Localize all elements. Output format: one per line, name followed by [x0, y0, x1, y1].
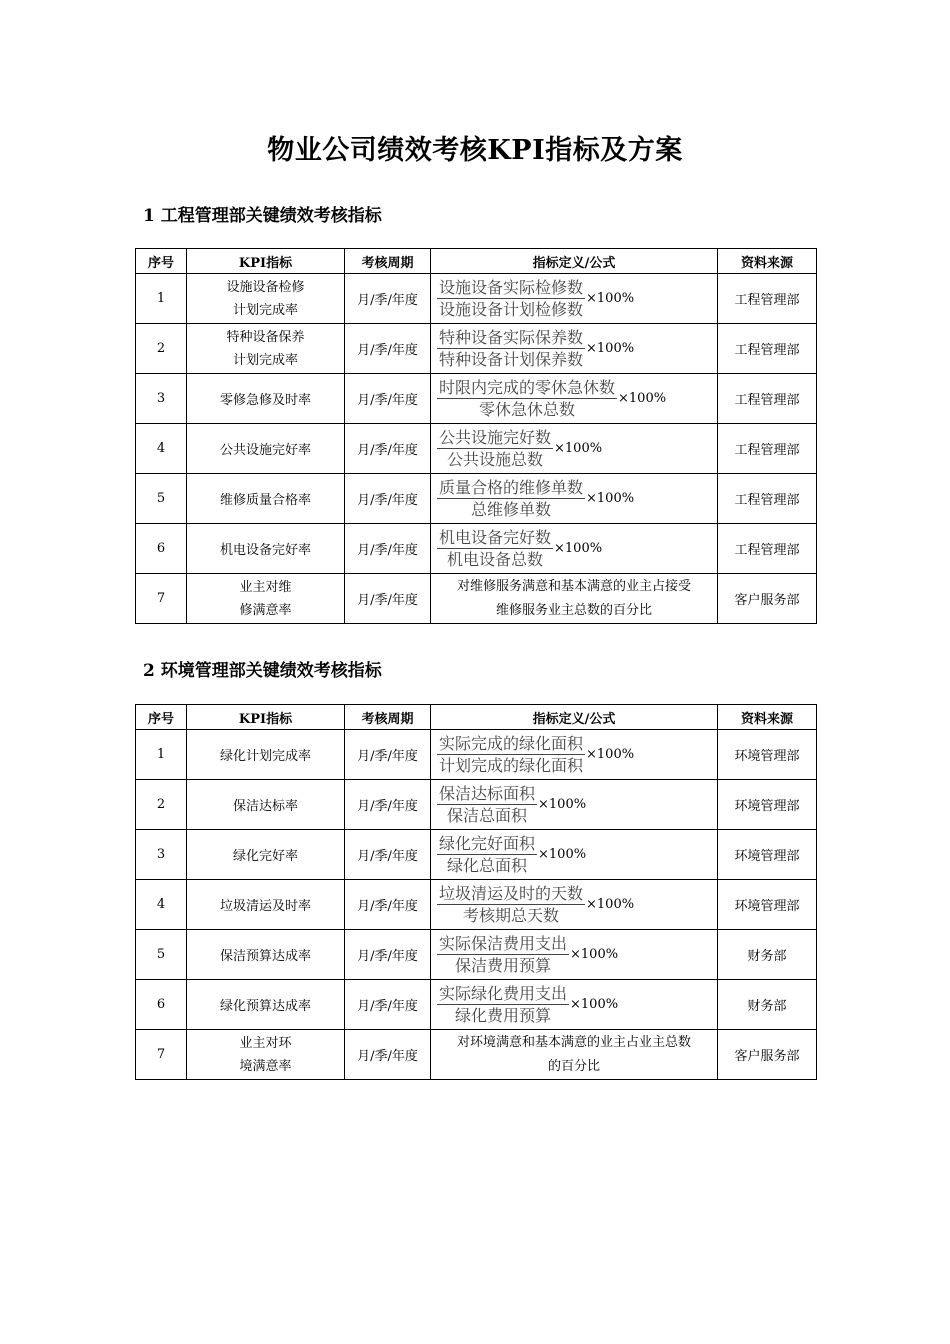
formula: [431, 930, 718, 980]
source: 工程管理部: [718, 474, 817, 524]
formula: [431, 880, 718, 930]
denominator: 考核期总天数: [463, 905, 560, 925]
period: 月/季/年度: [345, 324, 431, 374]
table-row: [136, 980, 817, 1030]
kpi-name: 维修质量合格率: [187, 474, 345, 524]
numerator: 实际完成的绿化面积: [439, 733, 584, 753]
kpi-name: 绿化计划完成率: [187, 730, 345, 780]
denominator: 保洁总面积: [447, 805, 528, 825]
table-row: [136, 780, 817, 830]
numerator: 时限内完成的零休急休数: [439, 377, 616, 397]
source: 工程管理部: [718, 374, 817, 424]
header-source: 资料来源: [718, 249, 817, 274]
definition: [431, 574, 718, 624]
source: 环境管理部: [718, 780, 817, 830]
period: 月/季/年度: [345, 780, 431, 830]
table-row: [136, 424, 817, 474]
table-row: [136, 1030, 817, 1080]
fraction: [437, 428, 553, 470]
formula: [431, 524, 718, 574]
denominator: 机电设备总数: [447, 549, 544, 569]
row-no: 7: [136, 1030, 187, 1080]
numerator: 设施设备实际检修数: [439, 277, 584, 297]
table-header-row: [136, 705, 817, 730]
formula: [431, 980, 718, 1030]
formula: [431, 474, 718, 524]
kpi-name: 公共设施完好率: [187, 424, 345, 474]
header-no: 序号: [136, 249, 187, 274]
fraction: [437, 834, 537, 876]
table-row: [136, 524, 817, 574]
table-row: [136, 930, 817, 980]
table-row: [136, 830, 817, 880]
period: 月/季/年度: [345, 374, 431, 424]
kpi-name-line: 修满意率: [239, 602, 292, 618]
multiplier: ×100%: [538, 797, 587, 812]
period: 月/季/年度: [345, 524, 431, 574]
source: 环境管理部: [718, 880, 817, 930]
kpi-name: 机电设备完好率: [187, 524, 345, 574]
row-no: 4: [136, 880, 187, 930]
kpi-name: [187, 574, 345, 624]
source: 客户服务部: [718, 1030, 817, 1080]
row-no: 6: [136, 980, 187, 1030]
table-row: [136, 880, 817, 930]
denominator: 公共设施总数: [447, 449, 544, 469]
fraction: [437, 884, 585, 926]
period: 月/季/年度: [345, 574, 431, 624]
section-heading-engineering: 1 工程管理部关键绩效考核指标: [143, 206, 382, 226]
table-row: [136, 274, 817, 324]
formula: [431, 274, 718, 324]
period: 月/季/年度: [345, 474, 431, 524]
denominator: 计划完成的绿化面积: [439, 755, 584, 775]
fraction: [437, 784, 537, 826]
kpi-name: 绿化完好率: [187, 830, 345, 880]
source: 客户服务部: [718, 574, 817, 624]
kpi-name-line: 特种设备保养: [226, 329, 305, 345]
multiplier: ×100%: [586, 291, 635, 306]
numerator: 实际保洁费用支出: [439, 933, 568, 953]
numerator: 保洁达标面积: [439, 783, 536, 803]
kpi-name: 零修急修及时率: [187, 374, 345, 424]
header-period: 考核周期: [345, 705, 431, 730]
row-no: 1: [136, 730, 187, 780]
page-title: 物业公司绩效考核KPI指标及方案: [267, 135, 683, 166]
fraction: [437, 984, 569, 1026]
header-formula: 指标定义/公式: [431, 249, 718, 274]
row-no: 4: [136, 424, 187, 474]
kpi-name: 垃圾清运及时率: [187, 880, 345, 930]
row-no: 1: [136, 274, 187, 324]
multiplier: ×100%: [586, 491, 635, 506]
multiplier: ×100%: [554, 441, 603, 456]
period: 月/季/年度: [345, 1030, 431, 1080]
kpi-name: [187, 324, 345, 374]
period: 月/季/年度: [345, 830, 431, 880]
source: 环境管理部: [718, 830, 817, 880]
source: 财务部: [718, 980, 817, 1030]
numerator: 绿化完好面积: [439, 833, 536, 853]
multiplier: ×100%: [618, 391, 667, 406]
multiplier: ×100%: [586, 341, 635, 356]
multiplier: ×100%: [586, 897, 635, 912]
kpi-table-environment: [135, 704, 817, 1080]
denominator: 特种设备计划保养数: [439, 349, 584, 369]
fraction: [437, 734, 585, 776]
kpi-name-line: 业主对环: [239, 1035, 292, 1051]
kpi-name-line: 设施设备检修: [226, 279, 305, 295]
table-row: [136, 474, 817, 524]
kpi-name-line: 计划完成率: [232, 352, 298, 368]
source: 财务部: [718, 930, 817, 980]
kpi-name: 绿化预算达成率: [187, 980, 345, 1030]
numerator: 机电设备完好数: [439, 527, 552, 547]
header-period: 考核周期: [345, 249, 431, 274]
kpi-table-engineering: [135, 248, 817, 624]
source: 工程管理部: [718, 424, 817, 474]
multiplier: ×100%: [554, 541, 603, 556]
numerator: 特种设备实际保养数: [439, 327, 584, 347]
period: 月/季/年度: [345, 880, 431, 930]
period: 月/季/年度: [345, 274, 431, 324]
table-row: [136, 574, 817, 624]
multiplier: ×100%: [586, 747, 635, 762]
formula: [431, 730, 718, 780]
kpi-name: [187, 274, 345, 324]
denominator: 总维修单数: [471, 499, 552, 519]
row-no: 2: [136, 324, 187, 374]
row-no: 3: [136, 830, 187, 880]
multiplier: ×100%: [538, 847, 587, 862]
kpi-name: 保洁达标率: [187, 780, 345, 830]
row-no: 5: [136, 930, 187, 980]
denominator: 绿化费用预算: [455, 1005, 552, 1025]
numerator: 公共设施完好数: [439, 427, 552, 447]
row-no: 5: [136, 474, 187, 524]
source: 工程管理部: [718, 524, 817, 574]
definition-line: 对环境满意和基本满意的业主占业主总数: [456, 1034, 691, 1050]
multiplier: ×100%: [570, 997, 619, 1012]
table-row: [136, 324, 817, 374]
row-no: 3: [136, 374, 187, 424]
fraction: [437, 278, 585, 320]
header-source: 资料来源: [718, 705, 817, 730]
numerator: 实际绿化费用支出: [439, 983, 568, 1003]
source: 工程管理部: [718, 324, 817, 374]
section-heading-environment: 2 环境管理部关键绩效考核指标: [143, 661, 382, 681]
fraction: [437, 378, 617, 420]
row-no: 6: [136, 524, 187, 574]
period: 月/季/年度: [345, 980, 431, 1030]
fraction: [437, 478, 585, 520]
kpi-name-line: 计划完成率: [232, 302, 298, 318]
definition: [431, 1030, 718, 1080]
denominator: 零休急休总数: [479, 399, 576, 419]
formula: [431, 424, 718, 474]
formula: [431, 374, 718, 424]
table-row: [136, 374, 817, 424]
definition-line: 对维修服务满意和基本满意的业主占接受: [456, 578, 691, 594]
fraction: [437, 328, 585, 370]
source: 工程管理部: [718, 274, 817, 324]
definition-line: 的百分比: [547, 1058, 600, 1074]
period: 月/季/年度: [345, 930, 431, 980]
definition-line: 维修服务业主总数的百分比: [495, 602, 652, 618]
table-row: [136, 730, 817, 780]
numerator: 质量合格的维修单数: [439, 477, 584, 497]
period: 月/季/年度: [345, 730, 431, 780]
kpi-name-line: 境满意率: [239, 1058, 292, 1074]
table-header-row: [136, 249, 817, 274]
fraction: [437, 934, 569, 976]
header-formula: 指标定义/公式: [431, 705, 718, 730]
denominator: 保洁费用预算: [455, 955, 552, 975]
fraction: [437, 528, 553, 570]
denominator: 绿化总面积: [447, 855, 528, 875]
header-kpi: KPI指标: [187, 705, 345, 730]
header-kpi: KPI指标: [187, 249, 345, 274]
formula: [431, 830, 718, 880]
formula: [431, 780, 718, 830]
source: 环境管理部: [718, 730, 817, 780]
multiplier: ×100%: [570, 947, 619, 962]
row-no: 7: [136, 574, 187, 624]
denominator: 设施设备计划检修数: [439, 299, 584, 319]
header-no: 序号: [136, 705, 187, 730]
numerator: 垃圾清运及时的天数: [439, 883, 584, 903]
kpi-name: 保洁预算达成率: [187, 930, 345, 980]
kpi-name-line: 业主对维: [239, 579, 292, 595]
period: 月/季/年度: [345, 424, 431, 474]
row-no: 2: [136, 780, 187, 830]
kpi-name: [187, 1030, 345, 1080]
formula: [431, 324, 718, 374]
